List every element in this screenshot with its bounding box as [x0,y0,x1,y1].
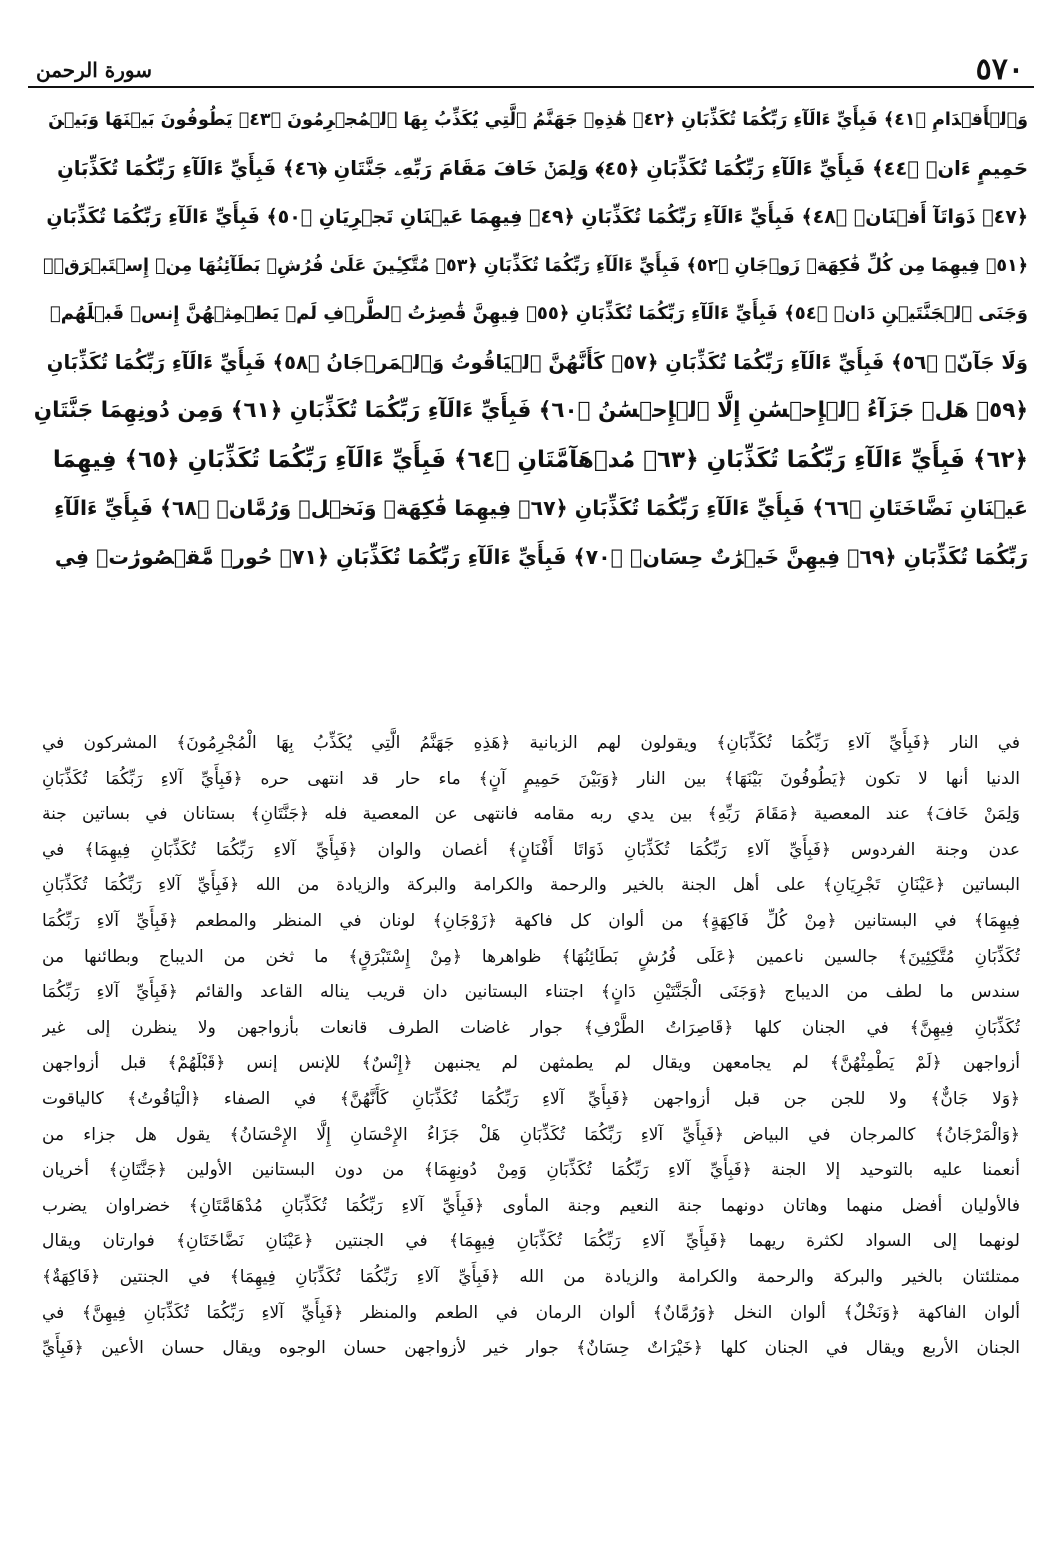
tafsir-line: أزواجهن ﴿لَمْ يَطْمِثْهُنَّ﴾ لم يجامعهن ويقال لم يطمثهن لم يجنبهن ﴿إِنْسٌ﴾ للإنس إنس ﴿قَبْلَهُمْ﴾ قبل أزواجهن [42,1053,1020,1074]
page-number: ٥٧٠ [975,52,1024,87]
tafsir-line: في النار ﴿فَبِأَيِّ آلاءِ رَبِّكُمَا تُكَذِّبَانِ﴾ ويقولون لهم الزبانية ﴿هَذِهِ جَهَنَّمُ الَّتِي يُكَذِّبُ بِهَا الْمُجْرِمُونَ﴾ المشركون في [42,733,1020,753]
tafsir-line: لونهما إلى السواد لكثرة ريهما ﴿فَبِأَيِّ آلاءِ رَبِّكُمَا تُكَذِّبَانِ فِيهِمَا﴾ في الجنتين ﴿عَيْنَانِ نَضَّاخَتَانِ﴾ فوارتان ويقال [42,1231,1020,1252]
verse-line: ﴿٦٢﴾ فَبِأَيِّ ءَالَآءِ رَبِّكُمَا تُكَذِّبَانِ ﴿٦٣﴾ مُدۡهَآمَّتَانِ ﴿٦٤﴾ فَبِأَيِّ ءَالَآءِ رَبِّكُمَا تُكَذِّبَانِ ﴿٦٥﴾ فِيهِمَا [52,446,1028,473]
tafsir-line: أنعمنا عليه بالتوحيد إلا الجنة ﴿فَبِأَيِّ آلاءِ رَبِّكُمَا تُكَذِّبَانِ وَمِنْ دُونِهِمَا﴾ من دون البستانين الأولين ﴿جَنَّتَانِ﴾ أخريان [42,1160,1020,1181]
tafsir-line: الدنيا أنها لا تكون ﴿يَطُوفُونَ بَيْنَهَا﴾ بين النار ﴿وَبَيْنَ حَمِيمٍ آنٍ﴾ ماء حار قد انتهى حره ﴿فَبِأَيِّ آلاءِ رَبِّكُمَا تُكَذِّبَانِ [42,768,1020,789]
tafsir-line: البساتين ﴿عَيْنَانِ تَجْرِيَانِ﴾ على أهل الجنة بالخير والرحمة والكرامة والبركة والزيادة من الله ﴿فَبِأَيِّ آلاءِ رَبِّكُمَا تُكَذِّبَانِ [42,875,1020,896]
verse-line: حَمِيمٍ ءَانٖ ﴿٤٤﴾ فَبِأَيِّ ءَالَآءِ رَبِّكُمَا تُكَذِّبَانِ ﴿٤٥﴾ وَلِمَنۡ خَافَ مَقَامَ رَبِّهِۦ جَنَّتَانِ ﴿٤٦﴾ فَبِأَيِّ ءَالَآءِ رَبِّكُمَا تُكَذِّبَانِ [57,156,1028,180]
verse-line: رَبِّكُمَا تُكَذِّبَانِ ﴿٦٩﴾ فِيهِنَّ خَيۡرَٰتٌ حِسَانٞ ﴿٧٠﴾ فَبِأَيِّ ءَالَآءِ رَبِّكُمَا تُكَذِّبَانِ ﴿٧١﴾ حُورٞ مَّقۡصُورَٰتٞ فِي [54,544,1028,569]
surah-title: سورة الرحمن [36,58,153,82]
tafsir-line: تُكَذِّبَانِ مُتَّكِئِينَ﴾ جالسين ناعمين ﴿عَلَى فُرُشٍ بَطَائِنُهَا﴾ ظواهرها ﴿مِنْ إِسْتَبْرَقٍ﴾ ما ثخن من الديباج وبطائنها من [42,946,1020,967]
verse-line: ﴿٥١﴾ فِيهِمَا مِن كُلِّ فَٰكِهَةٖ زَوۡجَانِ ﴿٥٢﴾ فَبِأَيِّ ءَالَآءِ رَبِّكُمَا تُكَذِّبَانِ ﴿٥٣﴾ مُتَّكِـِٔينَ عَلَىٰ فُرُشِۭ بَطَآئِنُهَا مِنۡ إِسۡتَبۡرَقٖۚ [43,255,1028,276]
tafsir-line: سندس ما لطف من الديباج ﴿وَجَنَى الْجَنَّتَيْنِ دَانٍ﴾ اجتناء البستانين دان قريب يناله القاعد والقائم ﴿فَبِأَيِّ آلاءِ رَبِّكُمَا [42,982,1020,1003]
quran-text-block [34,96,1028,682]
tafsir-line: ﴿وَالْمَرْجَانُ﴾ كالمرجان في البياض ﴿فَبِأَيِّ آلاءِ رَبِّكُمَا تُكَذِّبَانِ هَلْ جَزَاءُ الإِحْسَانِ إِلَّا الإِحْسَانُ﴾ يقول هل جزاء من [42,1124,1020,1145]
verse-line: عَيۡنَانِ نَضَّاخَتَانِ ﴿٦٦﴾ فَبِأَيِّ ءَالَآءِ رَبِّكُمَا تُكَذِّبَانِ ﴿٦٧﴾ فِيهِمَا فَٰكِهَةٞ وَنَخۡلٞ وَرُمَّانٞ ﴿٦٨﴾ فَبِأَيِّ ءَالَآءِ [54,496,1028,520]
tafsir-line: الجنان الأربع ويقال في الجنان كلها ﴿خَيْرَاتٌ حِسَانٌ﴾ جوار خير لأزواجهن حسان الوجوه ويقال حسان الأعين ﴿فَبِأَيِّ [42,1338,1020,1359]
verse-line: ﴿٤٧﴾ ذَوَاتَآ أَفۡنَانٖ ﴿٤٨﴾ فَبِأَيِّ ءَالَآءِ رَبِّكُمَا تُكَذِّبَانِ ﴿٤٩﴾ فِيهِمَا عَيۡنَانِ تَجۡرِيَانِ ﴿٥٠﴾ فَبِأَيِّ ءَالَآءِ رَبِّكُمَا تُكَذِّبَانِ [46,206,1028,228]
tafsir-line: ألوان الفاكهة ﴿وَنَخْلٌ﴾ ألوان النخل ﴿وَرُمَّانٌ﴾ ألوان الرمان في الطعم والمنظر ﴿فَبِأَيِّ آلاءِ رَبِّكُمَا تُكَذِّبَانِ فِيهِنَّ﴾ في [42,1302,1020,1323]
tafsir-commentary-block [42,726,1020,1496]
verse-line: وَلَا جَآنّٞ ﴿٥٦﴾ فَبِأَيِّ ءَالَآءِ رَبِّكُمَا تُكَذِّبَانِ ﴿٥٧﴾ كَأَنَّهُنَّ ٱلۡيَاقُوتُ وَٱلۡمَرۡجَانُ ﴿٥٨﴾ فَبِأَيِّ ءَالَآءِ رَبِّكُمَا تُكَذِّبَانِ [46,350,1028,374]
tafsir-line: عدن وجنة الفردوس ﴿فَبِأَيِّ آلاءِ رَبِّكُمَا تُكَذِّبَانِ ذَوَاتَا أَفْنَانٍ﴾ أغصان والوان ﴿فَبِأَيِّ آلاءِ رَبِّكُمَا تُكَذِّبَانِ فِيهِمَا﴾ في [42,839,1020,860]
tafsir-line: فِيهِمَا﴾ في البستانين ﴿مِنْ كُلِّ فَاكِهَةٍ﴾ من ألوان كل فاكهة ﴿زَوْجَانِ﴾ لونان في المنظر والمطعم ﴿فَبِأَيِّ آلاءِ رَبِّكُمَا [42,910,1020,931]
tafsir-line: ممتلئتان بالخير والبركة والرحمة والكرامة والزيادة من الله ﴿فَبِأَيِّ آلاءِ رَبِّكُمَا تُكَذِّبَانِ فِيهِمَا﴾ في الجنتين ﴿فَاكِهَةٌ﴾ [42,1266,1020,1287]
page-header [28,52,1034,88]
tafsir-line: فالأوليان أفضل منهما وهاتان دونهما جنة النعيم وجنة المأوى ﴿فَبِأَيِّ آلاءِ رَبِّكُمَا تُكَذِّبَانِ مُدْهَامَّتَانِ﴾ خضراوان يضرب [42,1195,1020,1216]
tafsir-line: ﴿وَلا جَانٌّ﴾ ولا للجن جن قبل أزواجهن ﴿فَبِأَيِّ آلاءِ رَبِّكُمَا تُكَذِّبَانِ كَأَنَّهُنَّ﴾ في الصفاء ﴿الْيَاقُوتُ﴾ كالياقوت [42,1088,1020,1109]
verse-line: وَٱلۡأَقۡدَامِ ﴿٤١﴾ فَبِأَيِّ ءَالَآءِ رَبِّكُمَا تُكَذِّبَانِ ﴿٤٢﴾ هَٰذِهِۦ جَهَنَّمُ ٱلَّتِي يُكَذِّبُ بِهَا ٱلۡمُجۡرِمُونَ ﴿٤٣﴾ يَطُوفُونَ بَيۡنَهَا وَبَيۡنَ [48,110,1028,130]
verse-line: ﴿٥٩﴾ هَلۡ جَزَآءُ ٱلۡإِحۡسَٰنِ إِلَّا ٱلۡإِحۡسَٰنُ ﴿٦٠﴾ فَبِأَيِّ ءَالَآءِ رَبِّكُمَا تُكَذِّبَانِ ﴿٦١﴾ وَمِن دُونِهِمَا جَنَّتَانِ [34,398,1028,423]
header-divider [28,86,1034,88]
tafsir-line: تُكَذِّبَانِ فِيهِنَّ﴾ في الجنان كلها ﴿قَاصِرَاتُ الطَّرْفِ﴾ جوار غاضات الطرف قانعات بأزواجهن ولا ينظرن إلى غير [42,1017,1020,1038]
verse-line: وَجَنَى ٱلۡجَنَّتَيۡنِ دَانٖ ﴿٥٤﴾ فَبِأَيِّ ءَالَآءِ رَبِّكُمَا تُكَذِّبَانِ ﴿٥٥﴾ فِيهِنَّ قَٰصِرَٰتُ ٱلطَّرۡفِ لَمۡ يَطۡمِثۡهُنَّ إِنسٞ قَبۡلَهُمۡ [49,303,1028,324]
tafsir-line: وَلِمَنْ خَافَ﴾ عند المعصية ﴿مَقَامَ رَبِّهِ﴾ بين يدي ربه مقامه فانتهى عن المعصية فله ﴿جَنَّتَانِ﴾ بستانان في بساتين جنة [42,804,1020,825]
